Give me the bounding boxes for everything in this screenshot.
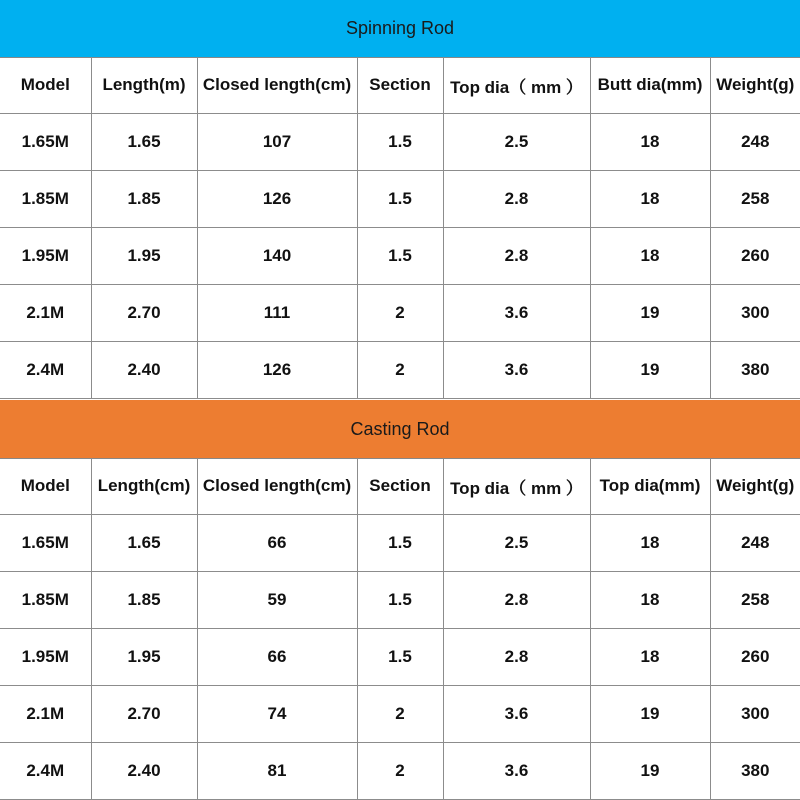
spinning-table-cell: 18 bbox=[590, 228, 710, 285]
spinning-table-cell: 300 bbox=[710, 285, 800, 342]
spinning-rod-banner bbox=[0, 0, 800, 58]
casting-table-cell: 66 bbox=[197, 629, 357, 686]
casting-table-cell: 2 bbox=[357, 743, 443, 800]
spinning-table-cell: 2.4M bbox=[0, 342, 91, 399]
spinning-header-cell: Top dia（ mm ） bbox=[443, 57, 590, 114]
casting-table-cell: 1.85M bbox=[0, 572, 91, 629]
casting-table-cell: 300 bbox=[710, 686, 800, 743]
casting-table-row bbox=[0, 515, 800, 572]
casting-header-cell: Top dia（ mm ） bbox=[443, 458, 590, 515]
spinning-rod-table bbox=[0, 57, 800, 399]
casting-header-row bbox=[0, 458, 800, 515]
spinning-header-cell: Weight(g) bbox=[710, 57, 800, 114]
casting-header-cell: Top dia(mm) bbox=[590, 458, 710, 515]
casting-header-cell: Length(cm) bbox=[91, 458, 197, 515]
spinning-table-cell: 380 bbox=[710, 342, 800, 399]
casting-table-cell: 19 bbox=[590, 686, 710, 743]
spinning-table-cell: 1.85M bbox=[0, 171, 91, 228]
casting-table-cell: 18 bbox=[590, 572, 710, 629]
casting-table-cell: 66 bbox=[197, 515, 357, 572]
spinning-table-row bbox=[0, 114, 800, 171]
casting-table-cell: 2.8 bbox=[443, 572, 590, 629]
casting-table-row bbox=[0, 686, 800, 743]
casting-table-cell: 2.8 bbox=[443, 629, 590, 686]
casting-header-cell: Closed length(cm) bbox=[197, 458, 357, 515]
casting-header-cell: Section bbox=[357, 458, 443, 515]
casting-table-cell: 3.6 bbox=[443, 743, 590, 800]
spinning-table-row bbox=[0, 171, 800, 228]
spinning-table-cell: 248 bbox=[710, 114, 800, 171]
spinning-table-row bbox=[0, 228, 800, 285]
spinning-table-cell: 1.95 bbox=[91, 228, 197, 285]
spinning-table-cell: 111 bbox=[197, 285, 357, 342]
casting-table-cell: 1.65M bbox=[0, 515, 91, 572]
casting-table-cell: 1.5 bbox=[357, 515, 443, 572]
casting-table-cell: 1.85 bbox=[91, 572, 197, 629]
spinning-table-cell: 1.65M bbox=[0, 114, 91, 171]
casting-table-cell: 380 bbox=[710, 743, 800, 800]
spinning-table-cell: 2.5 bbox=[443, 114, 590, 171]
casting-table-cell: 260 bbox=[710, 629, 800, 686]
casting-table-cell: 3.6 bbox=[443, 686, 590, 743]
spinning-header-cell: Closed length(cm) bbox=[197, 57, 357, 114]
casting-table-cell: 59 bbox=[197, 572, 357, 629]
spinning-table-cell: 258 bbox=[710, 171, 800, 228]
casting-table-cell: 2.70 bbox=[91, 686, 197, 743]
casting-rod-title: Casting Rod bbox=[350, 418, 450, 439]
spinning-table-row bbox=[0, 342, 800, 399]
spinning-header-cell: Section bbox=[357, 57, 443, 114]
spinning-table-cell: 18 bbox=[590, 171, 710, 228]
spinning-table-cell: 19 bbox=[590, 342, 710, 399]
casting-table-cell: 1.95M bbox=[0, 629, 91, 686]
spinning-table-cell: 2.70 bbox=[91, 285, 197, 342]
spinning-table-cell: 1.95M bbox=[0, 228, 91, 285]
spinning-table-cell: 3.6 bbox=[443, 285, 590, 342]
spinning-table-cell: 1.5 bbox=[357, 228, 443, 285]
casting-rod-banner bbox=[0, 400, 800, 459]
spinning-table-cell: 2 bbox=[357, 285, 443, 342]
casting-table-cell: 258 bbox=[710, 572, 800, 629]
spinning-table-cell: 2.8 bbox=[443, 228, 590, 285]
casting-table-cell: 2.5 bbox=[443, 515, 590, 572]
casting-table-cell: 1.95 bbox=[91, 629, 197, 686]
casting-header-cell: Model bbox=[0, 458, 91, 515]
spinning-table-cell: 126 bbox=[197, 342, 357, 399]
spinning-table-cell: 126 bbox=[197, 171, 357, 228]
spinning-header-cell: Model bbox=[0, 57, 91, 114]
casting-table-cell: 2 bbox=[357, 686, 443, 743]
casting-table-row bbox=[0, 629, 800, 686]
spinning-table-cell: 1.65 bbox=[91, 114, 197, 171]
spinning-table-cell: 2.40 bbox=[91, 342, 197, 399]
casting-table-row bbox=[0, 572, 800, 629]
casting-table-cell: 1.5 bbox=[357, 572, 443, 629]
spinning-table-cell: 260 bbox=[710, 228, 800, 285]
casting-table-cell: 18 bbox=[590, 515, 710, 572]
casting-table-cell: 18 bbox=[590, 629, 710, 686]
casting-table-cell: 1.65 bbox=[91, 515, 197, 572]
spinning-table-cell: 2.1M bbox=[0, 285, 91, 342]
casting-table-cell: 2.1M bbox=[0, 686, 91, 743]
spinning-header-cell: Length(m) bbox=[91, 57, 197, 114]
casting-table-row bbox=[0, 743, 800, 800]
casting-rod-table bbox=[0, 458, 800, 800]
spinning-table-cell: 1.85 bbox=[91, 171, 197, 228]
spinning-table-row bbox=[0, 285, 800, 342]
spinning-table-cell: 1.5 bbox=[357, 171, 443, 228]
spinning-table-cell: 18 bbox=[590, 114, 710, 171]
casting-header-cell: Weight(g) bbox=[710, 458, 800, 515]
casting-table-cell: 81 bbox=[197, 743, 357, 800]
casting-table-cell: 74 bbox=[197, 686, 357, 743]
spinning-table-cell: 1.5 bbox=[357, 114, 443, 171]
spinning-header-cell: Butt dia(mm) bbox=[590, 57, 710, 114]
spinning-table-cell: 107 bbox=[197, 114, 357, 171]
spinning-rod-title: Spinning Rod bbox=[345, 18, 455, 38]
spinning-table-cell: 2 bbox=[357, 342, 443, 399]
spinning-table-cell: 3.6 bbox=[443, 342, 590, 399]
spinning-table-cell: 19 bbox=[590, 285, 710, 342]
spinning-table-cell: 140 bbox=[197, 228, 357, 285]
casting-table-cell: 2.40 bbox=[91, 743, 197, 800]
casting-table-cell: 248 bbox=[710, 515, 800, 572]
spinning-header-row bbox=[0, 57, 800, 114]
casting-table-cell: 19 bbox=[590, 743, 710, 800]
casting-table-cell: 2.4M bbox=[0, 743, 91, 800]
spinning-table-cell: 2.8 bbox=[443, 171, 590, 228]
casting-table-cell: 1.5 bbox=[357, 629, 443, 686]
